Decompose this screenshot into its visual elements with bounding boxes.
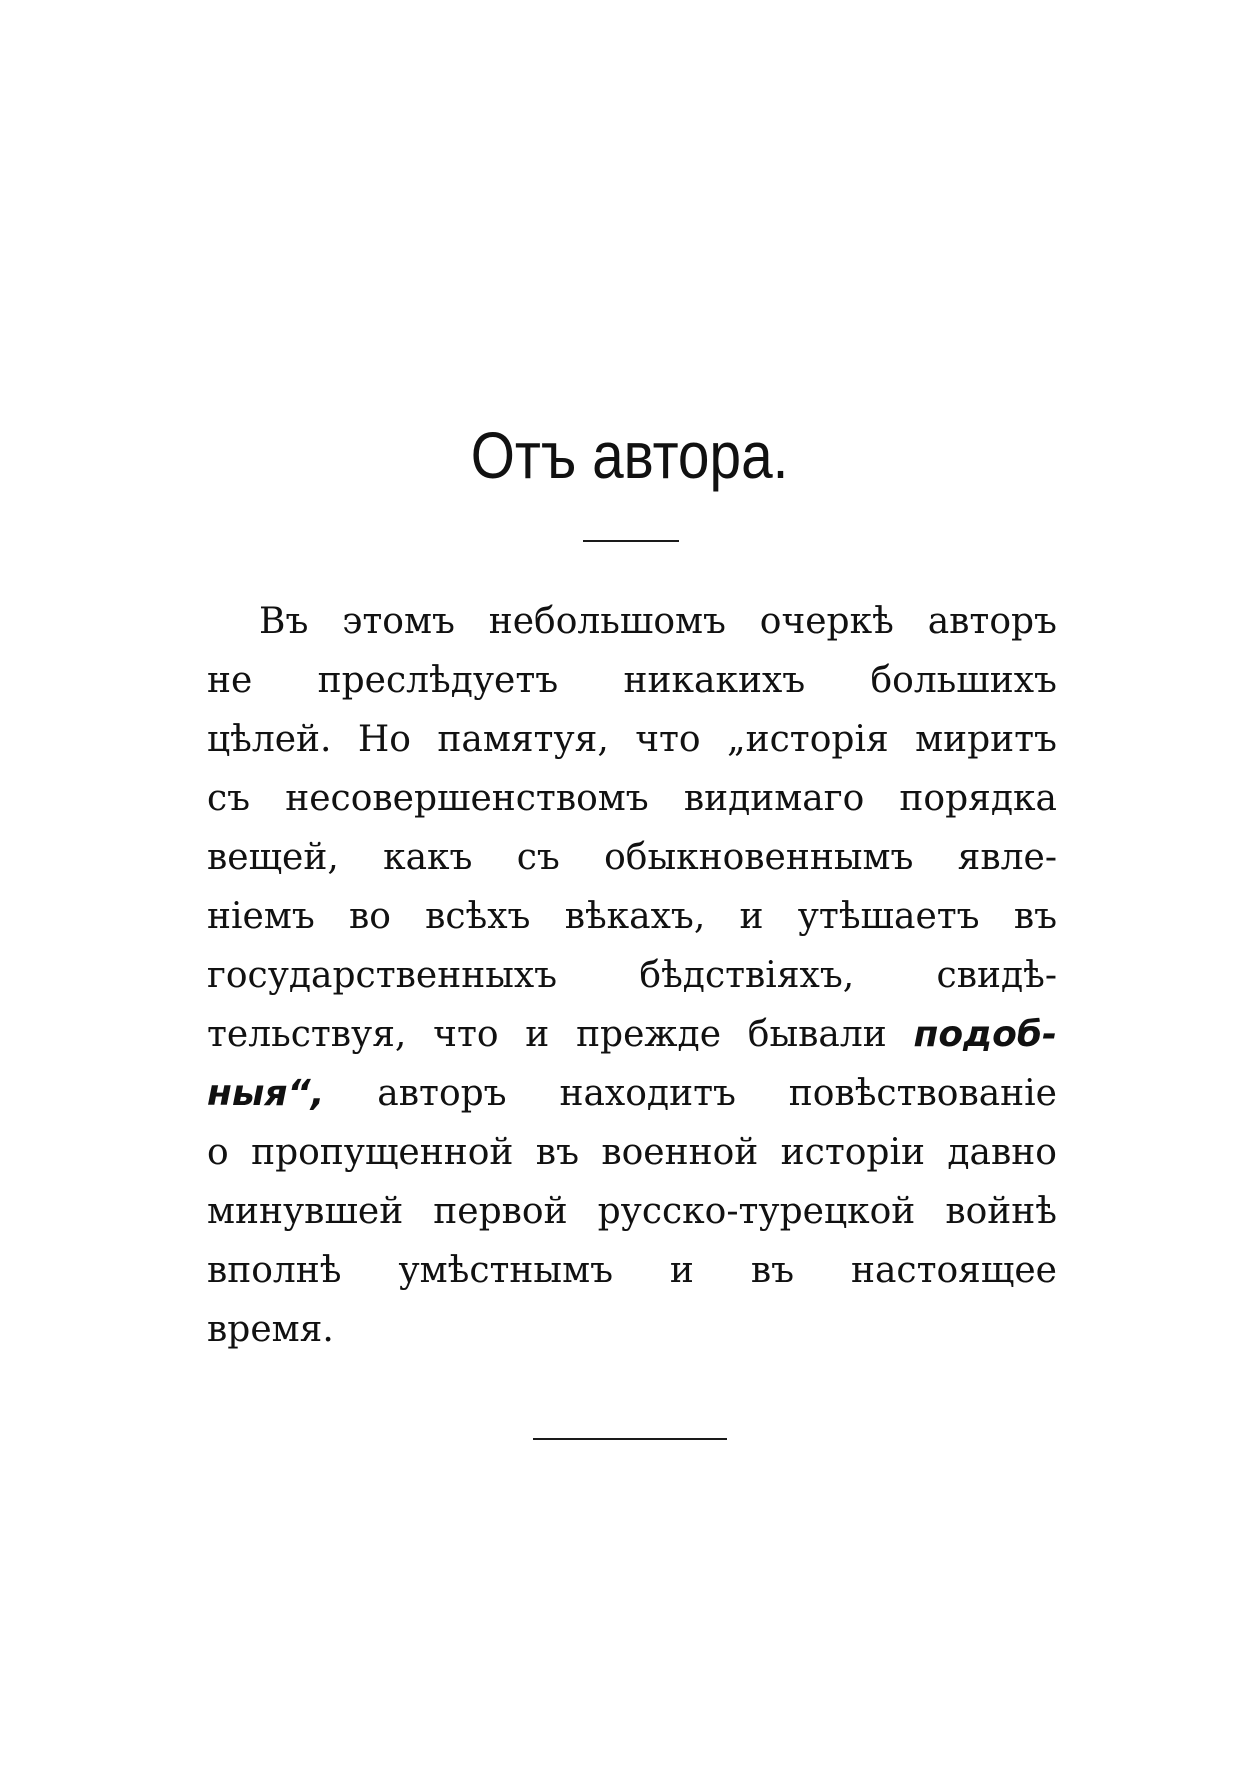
text-line: [207, 651, 1057, 710]
emphasized-word: подоб-: [913, 1014, 1057, 1055]
word: пропущенной: [251, 1132, 514, 1173]
word: въ: [750, 1250, 795, 1291]
text-line: [207, 769, 1057, 828]
word: въ: [535, 1132, 579, 1173]
word: и: [739, 896, 764, 937]
word: порядка: [899, 778, 1057, 819]
text-line: [207, 887, 1057, 946]
word: бѣдствіяхъ,: [639, 955, 855, 996]
word: повѣствованіе: [788, 1073, 1057, 1114]
word: исторіи: [780, 1132, 925, 1173]
word: этомъ: [342, 601, 455, 642]
word: что: [635, 719, 701, 760]
word: обыкновеннымъ: [604, 837, 914, 878]
word: войнѣ: [945, 1191, 1057, 1232]
word: авторъ: [377, 1073, 507, 1114]
word: преслѣдуетъ: [317, 660, 559, 701]
text-line: [207, 1300, 1057, 1359]
word: памятуя,: [437, 719, 609, 760]
word: Въ: [259, 601, 309, 642]
word: находитъ: [559, 1073, 736, 1114]
word: явле-: [957, 837, 1057, 878]
word: и: [669, 1250, 694, 1291]
word: всѣхъ: [425, 896, 531, 937]
word: что: [433, 1014, 499, 1055]
word: въ: [1013, 896, 1057, 937]
text-line: [207, 1182, 1057, 1241]
text-line: [207, 710, 1057, 769]
word: вѣкахъ,: [564, 896, 706, 937]
word: ніемъ: [207, 896, 315, 937]
page-title: Отъ автора.: [470, 418, 789, 492]
word: съ: [207, 778, 251, 819]
word: не: [207, 660, 253, 701]
word: первой: [433, 1191, 568, 1232]
word: очеркѣ: [759, 601, 894, 642]
word: вполнѣ: [207, 1250, 342, 1291]
word: во: [348, 896, 391, 937]
text-line: [207, 828, 1057, 887]
text-line: [207, 1241, 1057, 1300]
emphasized-word: ныя“,: [207, 1073, 325, 1114]
word: миритъ: [915, 719, 1057, 760]
word: съ: [516, 837, 560, 878]
word: небольшомъ: [488, 601, 726, 642]
title-divider: [583, 540, 679, 542]
word: авторъ: [927, 601, 1057, 642]
word: бывали: [747, 1014, 887, 1055]
word: большихъ: [870, 660, 1057, 701]
word: минувшей: [207, 1191, 404, 1232]
text-line: [207, 1064, 1057, 1123]
word: несовершенствомъ: [285, 778, 649, 819]
word: русско-турецкой: [597, 1191, 916, 1232]
word: никакихъ: [623, 660, 806, 701]
word: „исторія: [727, 719, 889, 760]
word: о: [207, 1132, 229, 1173]
word: вещей,: [207, 837, 339, 878]
word: Но: [357, 719, 411, 760]
word: умѣстнымъ: [398, 1250, 613, 1291]
text-line: [207, 592, 1057, 651]
word: государственныхъ: [207, 955, 558, 996]
word: свидѣ-: [936, 955, 1057, 996]
word: видимаго: [683, 778, 865, 819]
word: настоящее: [850, 1250, 1057, 1291]
preface-text: [207, 592, 1057, 1359]
word: давно: [947, 1132, 1057, 1173]
word: и: [525, 1014, 550, 1055]
word: утѣшаетъ: [797, 896, 980, 937]
text-line: [207, 1123, 1057, 1182]
word: какъ: [383, 837, 473, 878]
word: цѣлей.: [207, 719, 332, 760]
word: военной: [601, 1132, 759, 1173]
word: тельствуя,: [207, 1014, 407, 1055]
text-line: [207, 1005, 1057, 1064]
closing-divider: [533, 1438, 727, 1440]
word: прежде: [576, 1014, 721, 1055]
word: время.: [207, 1309, 334, 1350]
text-line: [207, 946, 1057, 1005]
